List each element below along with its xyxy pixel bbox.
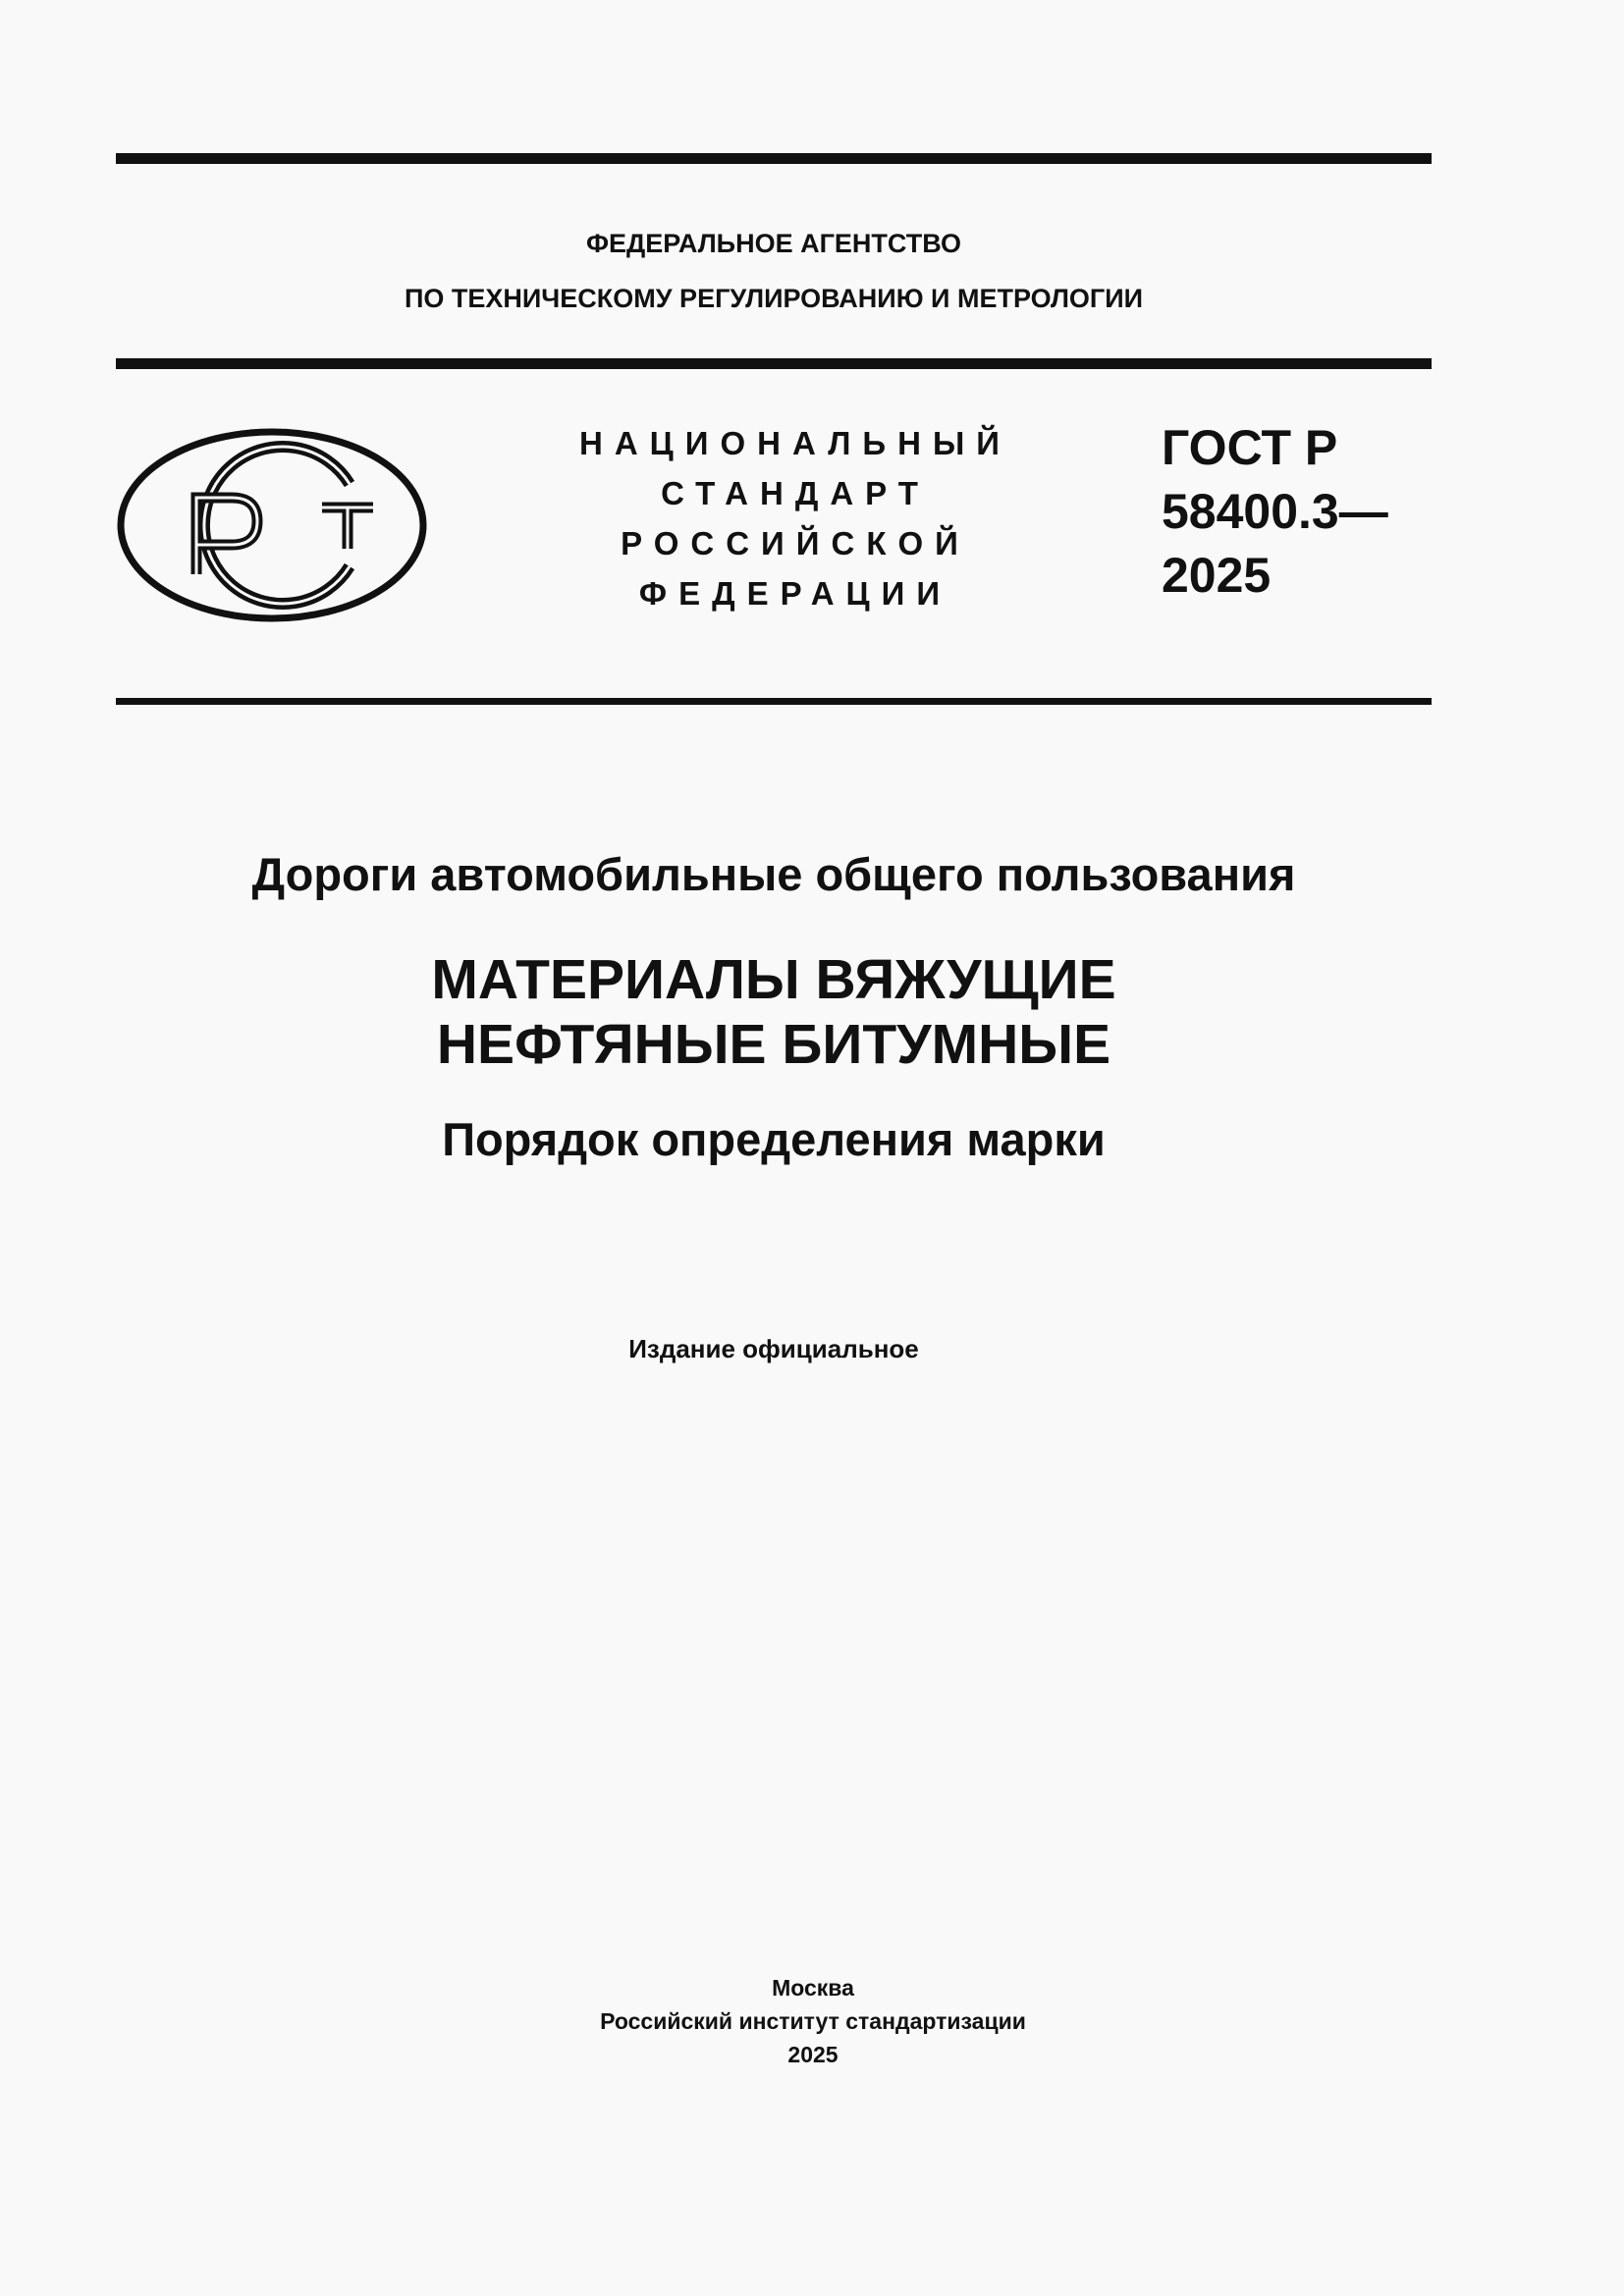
imprint-publisher: Российский институт стандартизации [600,2008,1026,2034]
designation-line-3: 2025 [1162,548,1272,603]
national-line-3: РОССИЙСКОЙ [621,525,970,561]
bottom-divider [116,698,1432,705]
title-group: Дороги автомобильные общего пользования [251,848,1296,900]
edition-label: Издание официальное [628,1334,919,1363]
national-line-2: СТАНДАРТ [661,475,930,511]
main-title-line-1: МАТЕРИАЛЫ ВЯЖУЩИЕ [431,948,1116,1011]
designation-line-1: ГОСТ Р [1162,420,1338,475]
agency-line-2: ПО ТЕХНИЧЕСКОМУ РЕГУЛИРОВАНИЮ И МЕТРОЛОГИИ [404,284,1144,313]
publisher-imprint [116,1971,1510,2071]
imprint-city: Москва [772,1975,854,2001]
agency-line-1: ФЕДЕРАЛЬНОЕ АГЕНТСТВО [585,229,962,258]
middle-divider [116,358,1432,369]
national-line-1: НАЦИОНАЛЬНЫЙ [579,425,1011,461]
national-line-4: ФЕДЕРАЦИИ [638,575,952,612]
document-title-block [116,839,1432,1175]
main-title [116,947,1432,1077]
top-divider [116,153,1432,164]
standard-designation [1162,416,1388,608]
agency-header [116,216,1432,326]
main-title-line-2: НЕФТЯНЫЕ БИТУМНЫЕ [436,1013,1111,1076]
title-subtitle: Порядок определения марки [442,1113,1106,1165]
imprint-year: 2025 [787,2042,839,2067]
national-standard-label [550,418,1041,618]
designation-line-2: 58400.3— [1162,484,1388,539]
rst-certification-mark-icon [116,427,428,623]
